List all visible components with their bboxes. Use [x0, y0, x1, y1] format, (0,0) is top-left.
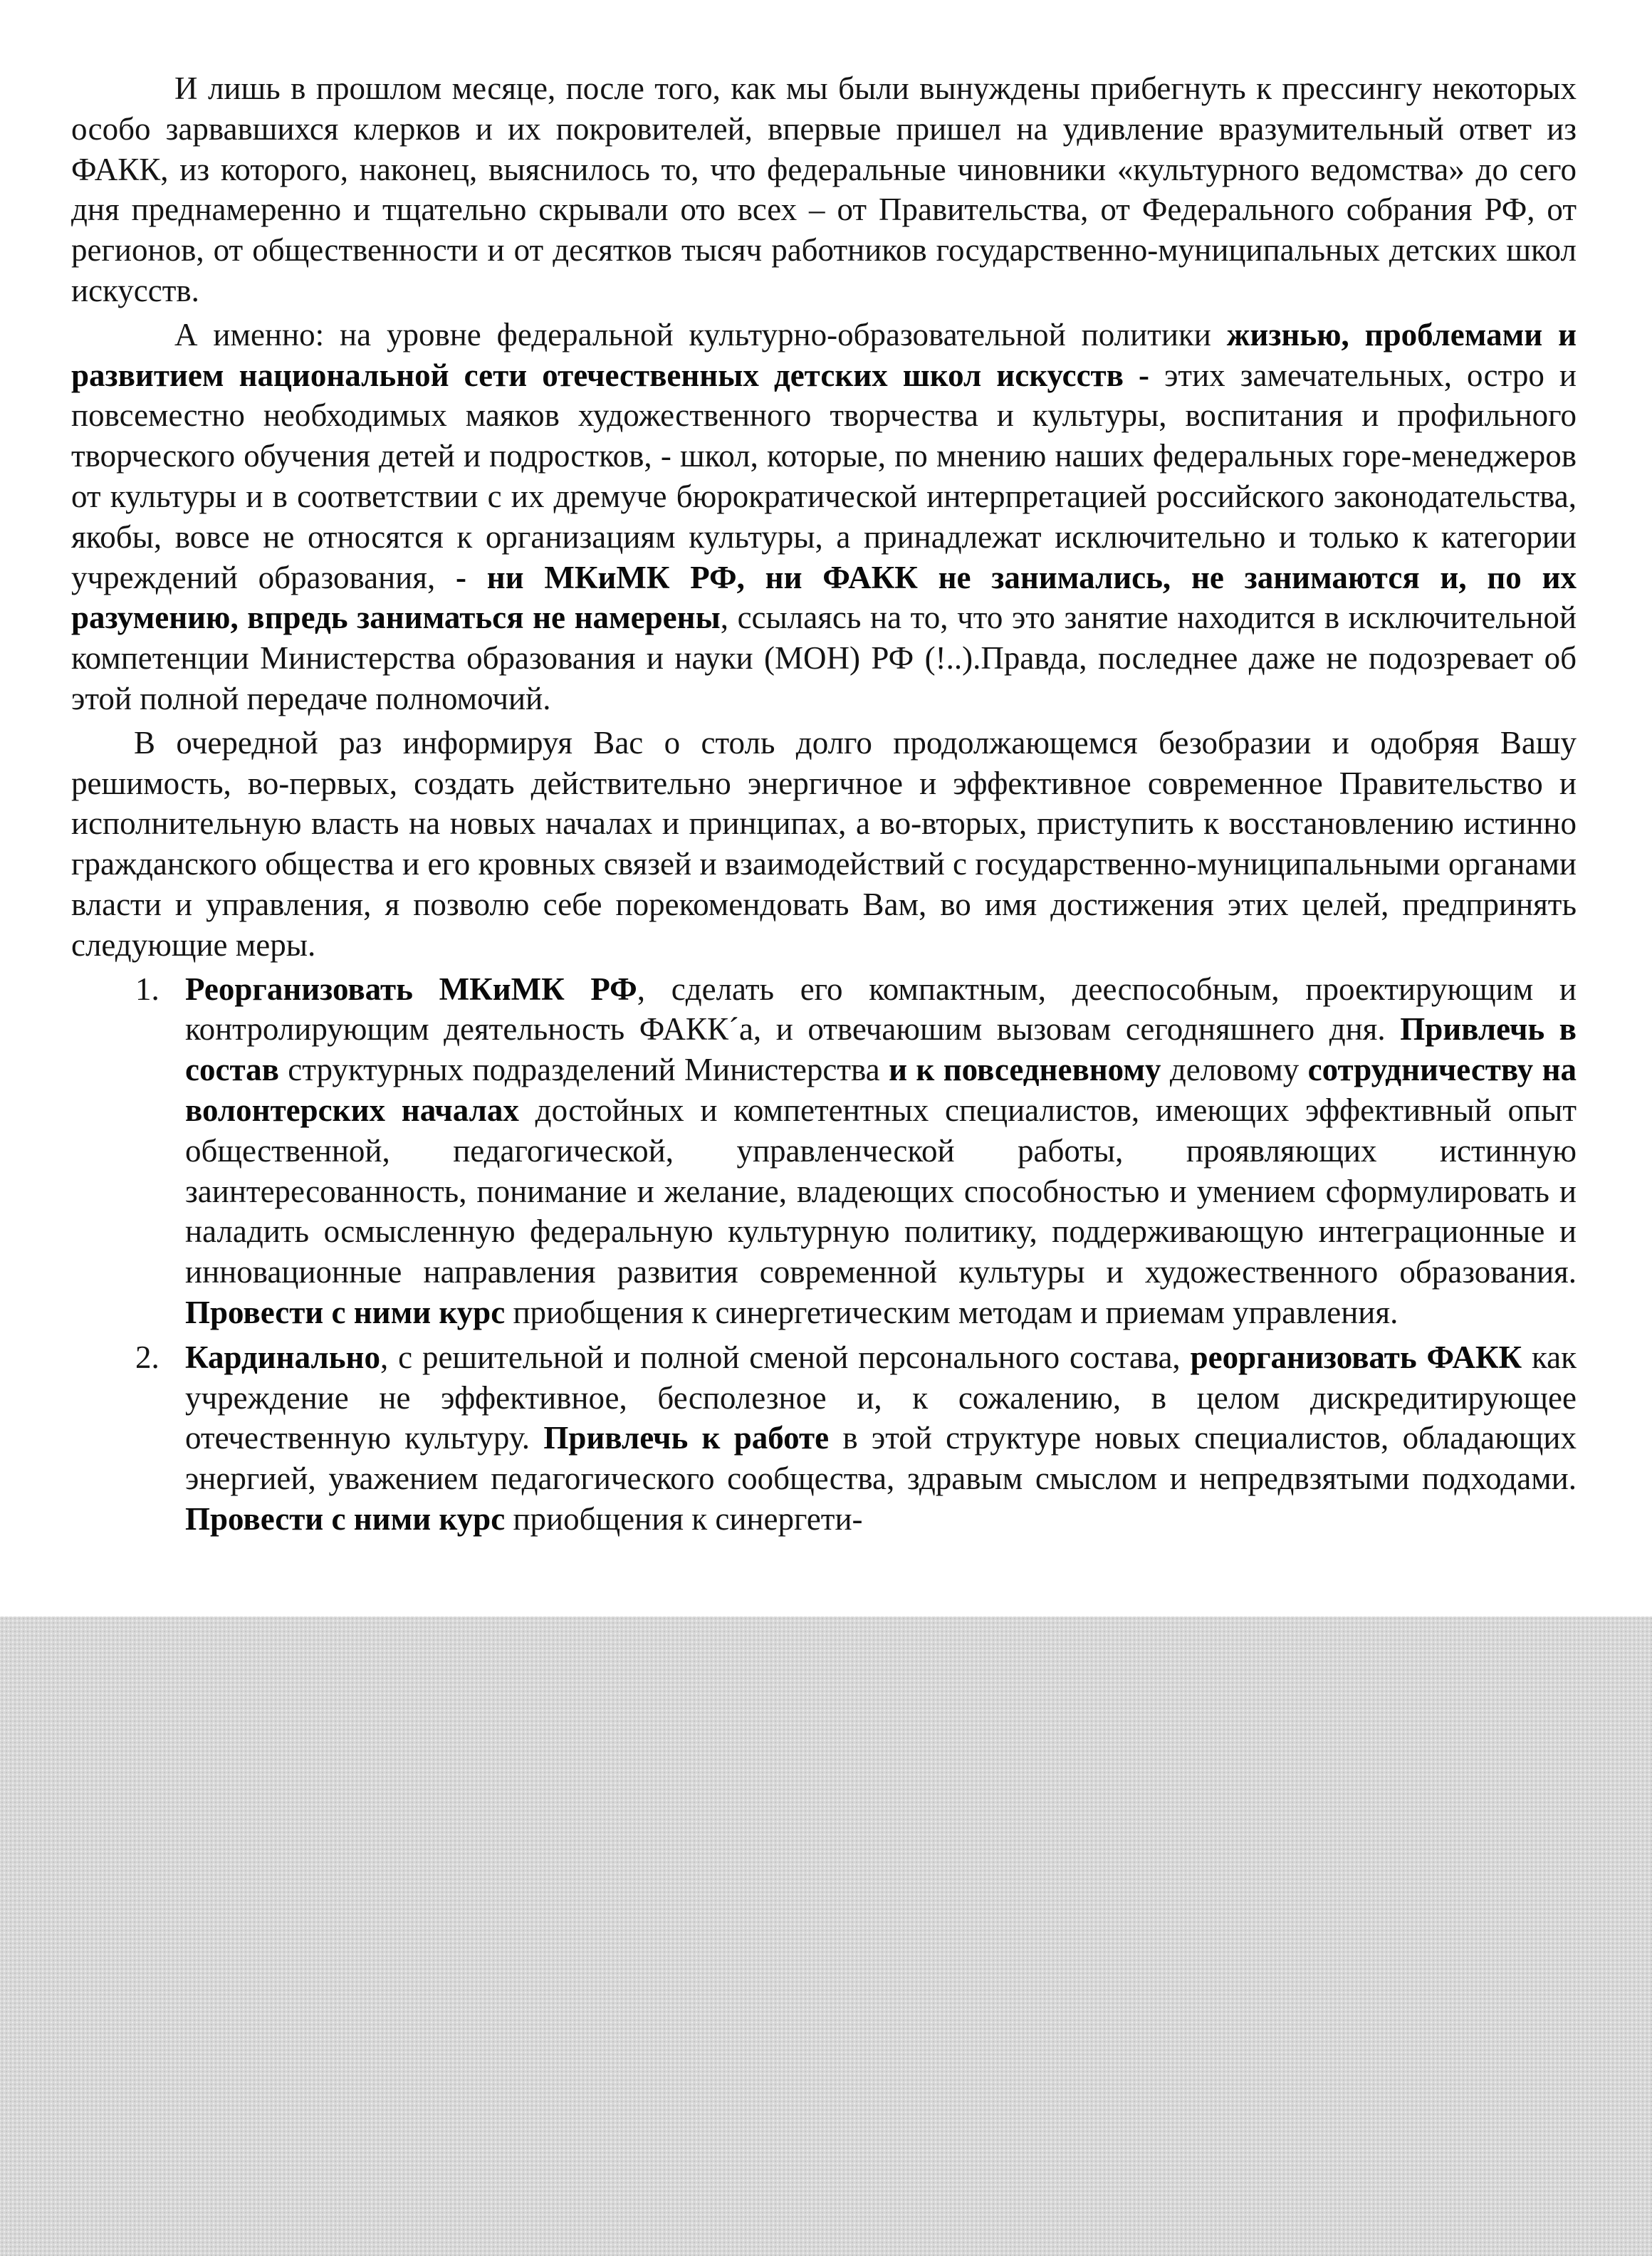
measure-bold: Привлечь к работе	[543, 1420, 830, 1456]
measures-list	[71, 969, 1577, 1540]
paragraph-policy-text-2: этих замечательных, остро и повсеместно необходимых маяков художественного творчества и культуры, воспитания и профильного творческого обучения детей и подростков, - школ, которые, по мнению наших федеральных горе-менеджеров от культуры и в соответствии с их дремуче бюрократической интерпретацией российского законодательства, якобы, вовсе не относятся к организациям культуры, а принадлежат исключительно и только к категории учреждений образования,	[71, 357, 1577, 595]
measure-text: структурных подразделений Министерства	[278, 1052, 889, 1088]
measure-bold: реорганизовать ФАКК	[1190, 1339, 1522, 1375]
measure-bold: сотрудничеству на волонтерских началах	[185, 1052, 1577, 1128]
measure-bold: Провести с ними курс	[185, 1294, 506, 1330]
measure-bold: и к повседневному	[889, 1052, 1161, 1088]
paragraph-policy-text-3: , ссылаясь на то, что это занятие находится в исключительной компетенции Министерства образования и науки (МОН) РФ (!..).Правда, последнее даже не подозревает об этой полной передаче полномочий.	[71, 600, 1577, 716]
measure-number: 2.	[135, 1339, 160, 1375]
measure-bold: Реорганизовать МКиМК РФ	[185, 971, 637, 1007]
paragraph-policy-bold-2: - ни МКиМК РФ, ни ФАКК не занимались, не занимаются и, по их разумению, впредь заниматься не намерены	[71, 559, 1577, 636]
measure-number: 1.	[135, 971, 160, 1007]
measure-text: , с решительной и полной сменой персонального состава,	[380, 1339, 1191, 1375]
measure-text: в этой структуре новых специалистов, обладающих энергией, уважением педагогического сообщества, здравым смыслом и непредвзятыми подходами.	[185, 1420, 1577, 1497]
measure-text: приобщения к синергети-	[505, 1500, 863, 1537]
measure-bold: Кардинально	[185, 1339, 380, 1375]
measure-text: как учреждение не эффективное, бесполезное и, к сожалению, в целом дискредитирующее отечественную культуру.	[185, 1339, 1577, 1456]
paragraph-policy-text-1: А именно: на уровне федеральной культурно-образовательной политики	[174, 316, 1227, 352]
measure-text: достойных и компетентных специалистов, имеющих эффективный опыт общественной, педагогической, управленческой работы, проявляющих истинную заинтересованность, понимание и желание, владеющих способностью и умением сформулировать и наладить осмысленную федеральную культурную политику, поддерживающую интеграционные и инновационные направления развития современной культуры и художественного образования.	[185, 1092, 1577, 1290]
measure-item-2	[71, 1337, 1577, 1540]
paragraph-policy-bold-1: жизнью, проблемами и развитием национальной сети отечественных детских школ искусств -	[71, 316, 1577, 393]
measure-text: , сделать его компактным, дееспособным, проектирующим и контролирующим деятельность ФАКК´а, и отвечаюшим вызовам сегодняшнего дня.	[185, 971, 1577, 1048]
measure-text: приобщения к синергетическим методам и приемам управления.	[505, 1294, 1399, 1330]
measure-bold: Провести с ними курс	[185, 1500, 506, 1537]
measure-item-1	[71, 969, 1577, 1333]
paragraph-policy	[71, 315, 1577, 719]
paragraph-proposal: В очередной раз информируя Вас о столь долго продолжающемся безобразии и одобряя Вашу решимость, во-первых, создать действительно энергичное и эффективное современное Правительство и исполнительную власть на новых началах и принципах, а во-вторых, приступить к восстановлению истинно гражданского общества и его кровных связей и взаимодействий с государственно-муниципальными органами власти и управления, я позволю себе порекомендовать Вам, во имя достижения этих целей, предпринять следующие меры.	[71, 724, 1577, 963]
measure-text: деловому	[1161, 1052, 1308, 1088]
scan-cutoff-area	[0, 1617, 1652, 2256]
paragraph-intro: И лишь в прошлом месяце, после того, как мы были вынуждены прибегнуть к прессингу некоторых особо зарвавшихся клерков и их покровителей, впервые пришел на удивление вразумительный ответ из ФАКК, из которого, наконец, выяснилось то, что федеральные чиновники «культурного ведомства» до сего дня преднамеренно и тщательно скрывали ото всех – от Правительства, от Федерального собрания РФ, от регионов, от общественности и от десятков тысяч работников государственно-муниципальных детских школ искусств.	[71, 70, 1577, 308]
document-body	[71, 68, 1577, 1544]
measure-bold: Привлечь в состав	[185, 1011, 1577, 1088]
